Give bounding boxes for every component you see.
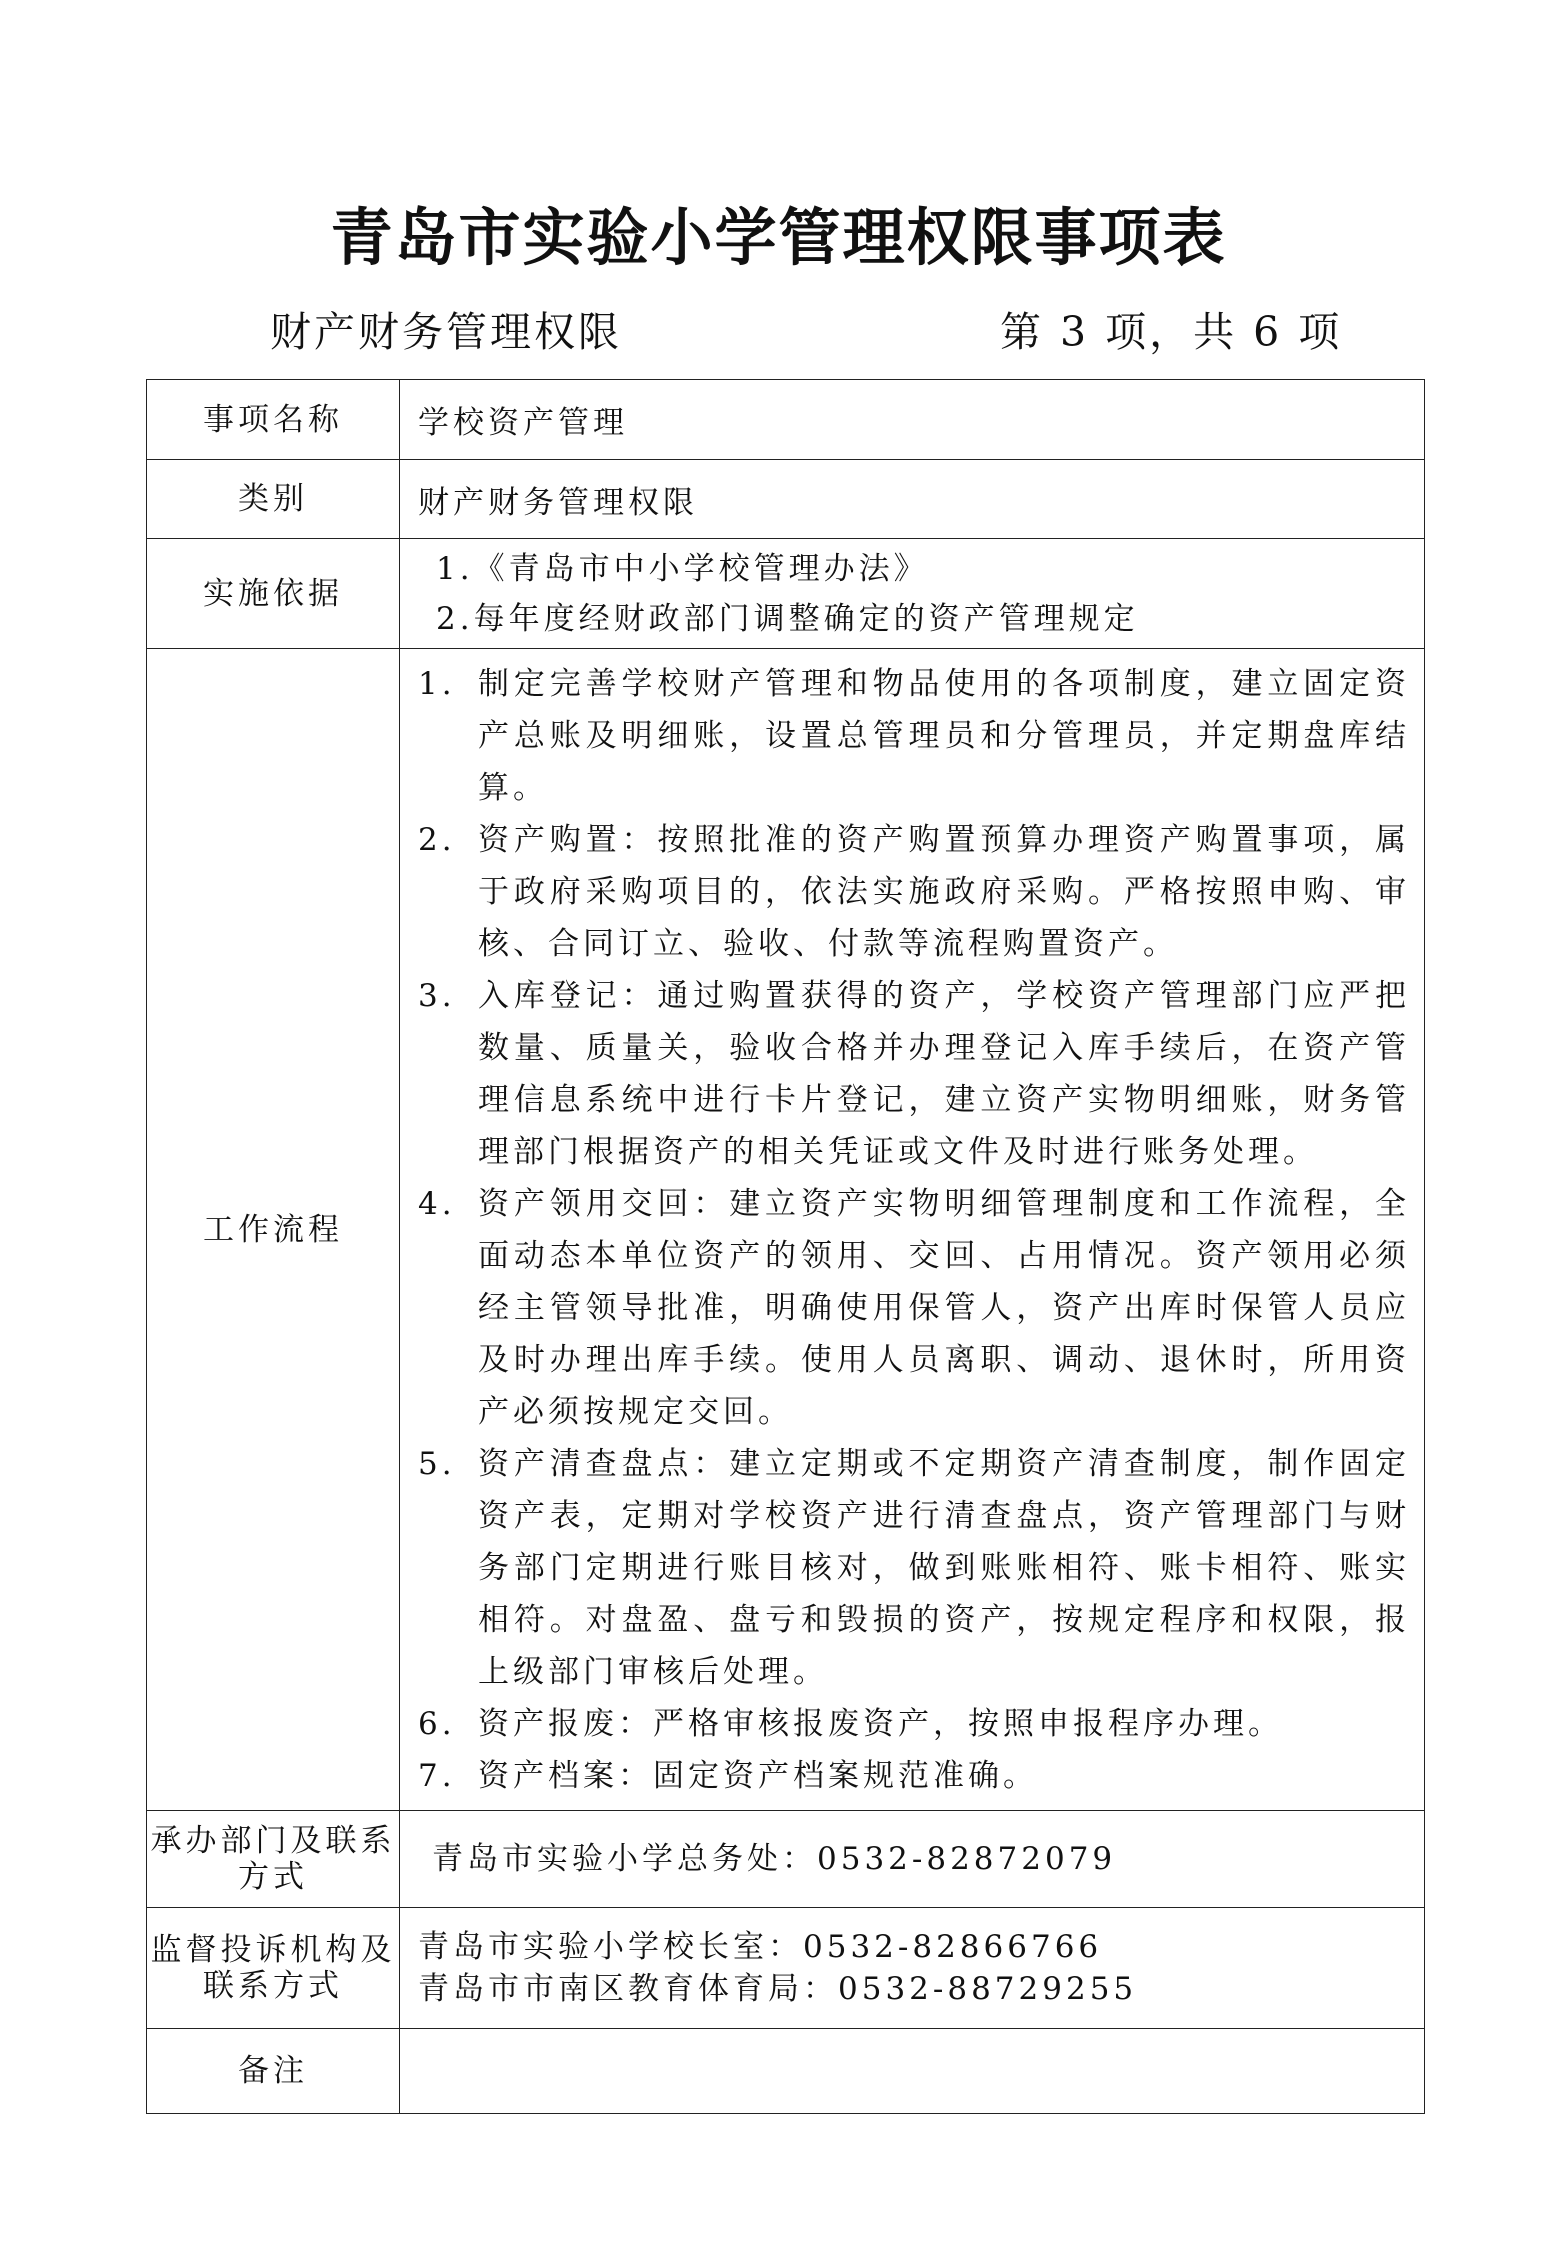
page-indicator: 第 3 项，共 6 项: [1000, 308, 1343, 356]
table-row-category: [147, 460, 1425, 539]
workflow-item-text: 制定完善学校财产管理和物品使用的各项制度，建立固定资产总账及明细账，设置总管理员和分管理员，并定期盘库结算。: [478, 665, 1410, 806]
workflow-item-number: 3.: [418, 977, 456, 1014]
workflow-item-text: 资产清查盘点：建立定期或不定期资产清查制度，制作固定资产表，定期对学校资产进行清查盘点，资产管理部门与财务部门定期进行账目核对，做到账账相符、账卡相符、账实相符。对盘盈、盘亏和毁损的资产，按规定程序和权限，报上级部门审核后处理。: [478, 1445, 1410, 1690]
workflow-item: [418, 658, 1410, 814]
workflow-item-number: 2.: [418, 821, 456, 858]
row-value-name: 学校资产管理: [400, 380, 1425, 460]
workflow-item-text: 资产购置：按照批准的资产购置预算办理资产购置事项，属于政府采购项目的，依法实施政府采购。严格按照申购、审核、合同订立、验收、付款等流程购置资产。: [478, 821, 1410, 962]
workflow-item: [418, 970, 1410, 1178]
workflow-item: [418, 1698, 1410, 1750]
workflow-item-number: 4.: [418, 1185, 456, 1222]
workflow-item-text: 资产报废：严格审核报废资产，按照申报程序办理。: [478, 1705, 1283, 1742]
document-title: 青岛市实验小学管理权限事项表: [330, 201, 1227, 274]
table-row-basis: [147, 539, 1425, 649]
workflow-item-text: 资产档案：固定资产档案规范准确。: [478, 1757, 1038, 1794]
row-label-category: 类别: [147, 460, 400, 539]
table-row-department: [147, 1811, 1425, 1908]
workflow-item: [418, 814, 1410, 970]
workflow-item-number: 6.: [418, 1705, 456, 1742]
basis-item: 2.每年度经财政部门调整确定的资产管理规定: [436, 600, 1139, 637]
workflow-item-number: 5.: [418, 1445, 456, 1482]
row-value-workflow: [400, 649, 1425, 1811]
row-value-supervision: [400, 1908, 1425, 2029]
row-label-remarks: 备注: [147, 2029, 400, 2114]
row-value-remarks: [400, 2029, 1425, 2114]
basis-item: 1.《青岛市中小学校管理办法》: [436, 550, 929, 587]
supervision-contact: 青岛市市南区教育体育局：0532-88729255: [418, 1971, 1138, 2007]
row-value-basis: [400, 539, 1425, 649]
section-category: 财产财务管理权限: [270, 308, 622, 356]
workflow-item: [418, 1178, 1410, 1438]
row-label-supervision: 监督投诉机构及联系方式: [147, 1908, 400, 2029]
row-value-category: 财产财务管理权限: [400, 460, 1425, 539]
table-row-supervision: [147, 1908, 1425, 2029]
table-row-name: [147, 380, 1425, 460]
workflow-list: [418, 652, 1410, 1808]
workflow-item-text: 入库登记：通过购置获得的资产，学校资产管理部门应严把数量、质量关，验收合格并办理登记入库手续后，在资产管理信息系统中进行卡片登记，建立资产实物明细账，财务管理部门根据资产的相关凭证或文件及时进行账务处理。: [478, 977, 1410, 1170]
row-label-department: 承办部门及联系方式: [147, 1811, 400, 1908]
workflow-item-text: 资产领用交回：建立资产实物明细管理制度和工作流程，全面动态本单位资产的领用、交回、占用情况。资产领用必须经主管领导批准，明确使用保管人，资产出库时保管人员应及时办理出库手续。使用人员离职、调动、退休时，所用资产必须按规定交回。: [478, 1185, 1410, 1430]
table-row-workflow: [147, 649, 1425, 1811]
supervision-contact: 青岛市实验小学校长室：0532-82866766: [418, 1929, 1103, 1965]
row-label-basis: 实施依据: [147, 539, 400, 649]
workflow-item: [418, 1750, 1410, 1802]
table-row-remarks: [147, 2029, 1425, 2114]
row-label-name: 事项名称: [147, 380, 400, 460]
workflow-item-number: 7.: [418, 1757, 456, 1794]
authority-table: [146, 379, 1425, 2114]
row-value-department: [400, 1811, 1425, 1908]
row-label-workflow: 工作流程: [147, 649, 400, 1811]
workflow-item: [418, 1438, 1410, 1698]
department-contact: 青岛市实验小学总务处：0532-82872079: [432, 1841, 1117, 1877]
workflow-item-number: 1.: [418, 665, 456, 702]
